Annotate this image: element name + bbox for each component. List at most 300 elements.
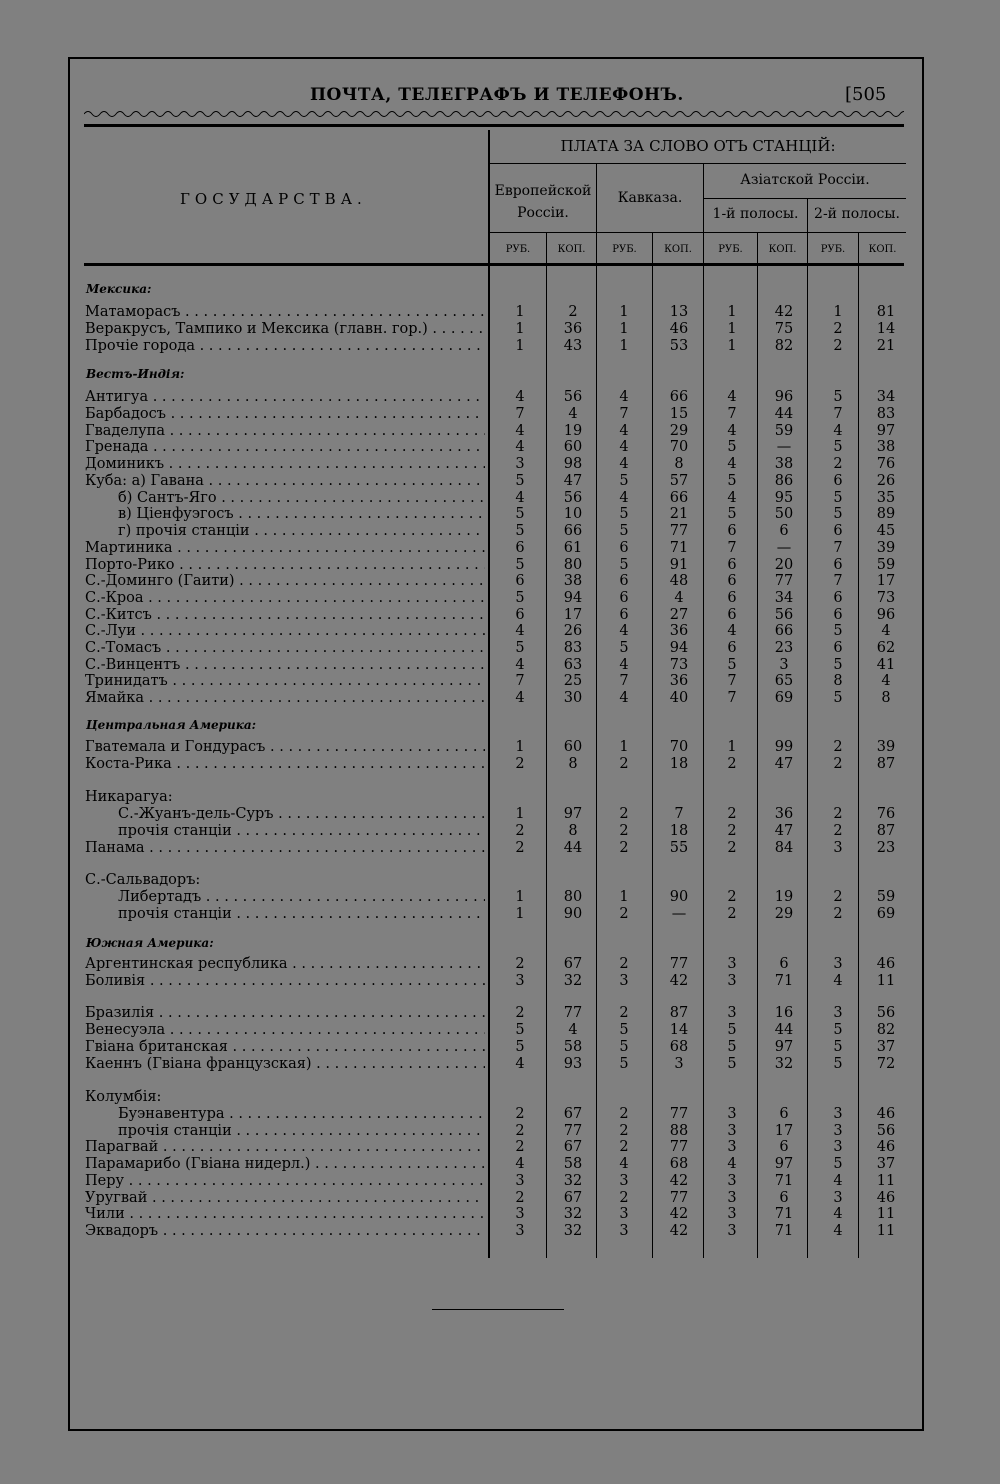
kop-value: 42 [669,1206,689,1222]
rub-value: 6 [833,473,843,489]
rub-value: 5 [727,1056,737,1072]
kop-value: 39 [876,739,896,755]
rub-value: 2 [619,840,629,856]
rub-value: 2 [515,1139,525,1155]
state-name: в) Ціенфуэгосъ . . . [118,506,485,522]
state-name: Чили . . . [85,1206,485,1222]
kop-value: 62 [876,640,896,656]
kop-value: 38 [876,439,896,455]
kop-value: 18 [669,756,689,772]
kop-value: 10 [563,506,583,522]
kop-value: 46 [669,321,689,337]
state-name: г) прочія станціи . . . [118,523,485,539]
kop-value: 82 [876,1022,896,1038]
kop-value: 41 [876,657,896,673]
kop-value: 37 [876,1156,896,1172]
rub-value: 5 [619,640,629,656]
table-row [0,739,1000,755]
kop-value: 36 [669,673,689,689]
kop-value: 27 [669,607,689,623]
rub-value: 3 [727,1139,737,1155]
rub-value: 5 [619,473,629,489]
kop-value: 11 [876,973,896,989]
rub-value: 5 [833,657,843,673]
kop-value: 91 [669,557,689,573]
table-row [0,1089,1000,1105]
kop-value: 68 [669,1156,689,1172]
rub-value: 2 [619,756,629,772]
kop-value: 4 [881,673,891,689]
kop-value: 97 [563,806,583,822]
rub-value: 5 [619,1056,629,1072]
rub-value: 4 [515,389,525,405]
rub-value: 6 [515,573,525,589]
kop-value: 46 [876,1139,896,1155]
table-row [0,1156,1000,1172]
rub-value: 3 [833,1139,843,1155]
state-name: Никарагуа: [85,789,173,805]
rub-value: 2 [619,1123,629,1139]
wavy-divider [84,108,904,120]
rub-value: 2 [833,806,843,822]
rub-value: 3 [515,1223,525,1239]
state-name: Веракрусъ, Тампико и Мексика (главн. гор.) . . . [85,321,485,337]
rub-value: 2 [833,823,843,839]
kop-value: 97 [774,1156,794,1172]
kop-value: 47 [563,473,583,489]
table-row [0,423,1000,439]
rub-value: 4 [515,439,525,455]
table-row [0,506,1000,522]
rub-value: 1 [833,304,843,320]
kop-value: 46 [876,1190,896,1206]
rub-value: 3 [727,1206,737,1222]
rub-value: 4 [727,389,737,405]
table-row [0,956,1000,972]
rub-value: 2 [833,889,843,905]
kop-value: 53 [669,338,689,354]
rub-value: 2 [619,1106,629,1122]
kop-value: 23 [774,640,794,656]
kop-header: КОП. [664,244,692,255]
kop-value: 6 [779,1139,789,1155]
kop-value: 6 [779,1106,789,1122]
kop-value: 4 [568,406,578,422]
rub-value: 3 [619,1206,629,1222]
kop-value: 77 [669,523,689,539]
kop-value: 94 [669,640,689,656]
rub-value: 6 [727,590,737,606]
kop-value: 3 [779,657,789,673]
rub-value: 5 [833,490,843,506]
rub-value: 5 [619,557,629,573]
rub-value: 3 [619,1223,629,1239]
kop-value: 59 [876,889,896,905]
kop-value: 82 [774,338,794,354]
table-row [0,889,1000,905]
kop-value: 80 [563,889,583,905]
kop-value: 77 [669,1190,689,1206]
kop-value: 32 [563,1173,583,1189]
rub-value: 4 [833,1173,843,1189]
kop-value: 59 [774,423,794,439]
kop-header: КОП. [868,244,897,255]
page-title: ПОЧТА, ТЕЛЕГРАФЪ И ТЕЛЕФОНЪ. [310,85,684,105]
kop-value: 97 [774,1039,794,1055]
rub-value: 7 [727,540,737,556]
kop-value: 34 [876,389,896,405]
kop-value: 11 [876,1173,896,1189]
kop-value: 67 [563,1139,583,1155]
rub-value: 2 [833,456,843,472]
rub-value: 4 [515,423,525,439]
kop-value: 87 [876,823,896,839]
state-name: Порто-Рико . . . [85,557,485,573]
state-name: Бразилія . . . [85,1005,485,1021]
rub-value: 5 [833,439,843,455]
kop-value: 44 [774,406,794,422]
rub-value: 3 [727,973,737,989]
rub-value: 5 [515,506,525,522]
rub-value: 4 [619,423,629,439]
kop-value: 32 [563,1223,583,1239]
kop-value: 8 [568,823,578,839]
rub-value: 2 [619,1139,629,1155]
table-row [0,557,1000,573]
table-row [0,840,1000,856]
rub-value: 3 [833,1005,843,1021]
state-name: Матаморасъ . . . [85,304,485,320]
kop-value: 50 [774,506,794,522]
kop-value: 26 [563,623,583,639]
rub-value: 7 [833,406,843,422]
kop-value: 90 [669,889,689,905]
table-row [0,473,1000,489]
rub-value: 6 [619,607,629,623]
kop-value: 63 [563,657,583,673]
table-row [0,640,1000,656]
state-name: С.-Сальвадоръ: [85,872,201,888]
state-name: Прочіе города . . . [85,338,485,354]
section-central-america: Центральная Америка: [86,718,257,732]
rub-value: 2 [727,756,737,772]
rub-value: 2 [727,840,737,856]
kop-value: 73 [669,657,689,673]
kop-value: 71 [774,1223,794,1239]
rub-value: 3 [833,840,843,856]
state-name: прочія станціи . . . [118,906,485,922]
table-row [0,657,1000,673]
state-name: Колумбія: [85,1089,162,1105]
rub-value: 4 [515,1156,525,1172]
kop-value: 6 [779,1190,789,1206]
kop-value: — [776,439,792,455]
kop-value: 7 [674,806,684,822]
kop-value: 75 [774,321,794,337]
kop-value: 19 [563,423,583,439]
rub-value: 4 [619,456,629,472]
kop-value: 37 [876,1039,896,1055]
state-name: Венесуэла . . . [85,1022,485,1038]
rub-value: 2 [515,823,525,839]
kop-value: 71 [774,1206,794,1222]
rub-value: 4 [727,423,737,439]
kop-value: 47 [774,823,794,839]
kop-value: 42 [669,1223,689,1239]
table-row [0,590,1000,606]
rub-value: 2 [619,806,629,822]
state-name: Коста-Рика . . . [85,756,485,772]
kop-value: 17 [563,607,583,623]
state-name: Каеннъ (Гвіана французская) . . . [85,1056,485,1072]
state-name: Гватемала и Гондурасъ . . . [85,739,485,755]
kop-value: 56 [876,1123,896,1139]
rub-value: 6 [833,640,843,656]
state-name: Гваделупа . . . [85,423,485,439]
kop-value: 14 [876,321,896,337]
state-name: Буэнавентура . . . [118,1106,485,1122]
rub-value: 4 [515,490,525,506]
kop-value: 77 [563,1005,583,1021]
rub-value: 5 [833,506,843,522]
kop-value: 67 [563,956,583,972]
rub-value: 5 [515,1039,525,1055]
kop-value: 95 [774,490,794,506]
states-header: ГОСУДАРСТВА. [180,190,367,208]
rub-value: 3 [515,456,525,472]
kop-value: 69 [774,690,794,706]
rub-value: 2 [619,1005,629,1021]
rub-value: 5 [727,473,737,489]
kop-value: 21 [669,506,689,522]
rub-value: 2 [727,823,737,839]
kop-value: 4 [568,1022,578,1038]
table-row [0,1173,1000,1189]
kop-header: КОП. [768,244,797,255]
kop-value: 32 [563,973,583,989]
state-name: Тринидатъ . . . [85,673,485,689]
rub-value: 4 [619,439,629,455]
kop-value: 56 [876,1005,896,1021]
kop-value: 42 [669,1173,689,1189]
kop-value: 8 [881,690,891,706]
rub-value: 4 [833,423,843,439]
rub-value: 5 [619,1022,629,1038]
state-name: С.-Томасъ . . . [85,640,485,656]
rub-value: 6 [833,523,843,539]
rub-value: 7 [727,690,737,706]
rub-value: 4 [619,690,629,706]
rub-value: 2 [833,739,843,755]
rub-value: 4 [515,1056,525,1072]
rub-value: 5 [619,523,629,539]
kop-value: 70 [669,739,689,755]
state-name: С.-Жуанъ-дель-Суръ . . . [118,806,485,822]
header-rule [84,124,904,127]
kop-value: 71 [774,1173,794,1189]
kop-value: 2 [568,304,578,320]
rub-value: 6 [727,557,737,573]
kop-value: 46 [876,1106,896,1122]
kop-value: 47 [774,756,794,772]
table-row [0,439,1000,455]
section-west-indies: Вестъ-Индія: [86,367,185,381]
table-row [0,1206,1000,1222]
state-name: Уругвай . . . [85,1190,485,1206]
kop-value: 42 [774,304,794,320]
kop-value: 94 [563,590,583,606]
kop-value: 71 [669,540,689,556]
kop-value: 29 [669,423,689,439]
kop-value: 96 [774,389,794,405]
table-row [0,872,1000,888]
fee-header: ПЛАТА ЗА СЛОВО ОТЪ СТАНЦІЙ: [560,137,836,155]
kop-value: 8 [674,456,684,472]
kop-value: 38 [563,573,583,589]
kop-value: 66 [774,623,794,639]
rub-value: 6 [833,607,843,623]
rub-value: 1 [727,321,737,337]
rub-value: 7 [727,406,737,422]
kop-value: 36 [669,623,689,639]
rub-value: 1 [619,889,629,905]
rub-value: 6 [619,590,629,606]
kop-value: 56 [563,490,583,506]
kop-value: 67 [563,1190,583,1206]
rub-value: 1 [515,739,525,755]
kop-value: 11 [876,1206,896,1222]
rub-value: 6 [619,573,629,589]
kop-value: 45 [876,523,896,539]
rub-value: 1 [619,338,629,354]
rub-value: 5 [833,690,843,706]
rub-value: 4 [515,623,525,639]
table-row [0,973,1000,989]
kop-value: 46 [876,956,896,972]
table-row [0,756,1000,772]
kop-value: 83 [876,406,896,422]
state-name: Парамарибо (Гвіана нидерл.) . . . [85,1156,485,1172]
rub-value: 8 [833,673,843,689]
table-row [0,789,1000,805]
kop-value: 86 [774,473,794,489]
rub-value: 2 [727,906,737,922]
rub-value: 5 [833,623,843,639]
rub-value: 5 [727,506,737,522]
table-row [0,321,1000,337]
kop-value: 36 [774,806,794,822]
rub-value: 2 [619,906,629,922]
section-south-america: Южная Америка: [86,936,214,950]
table-row [0,906,1000,922]
rub-value: 7 [619,406,629,422]
rub-value: 1 [619,304,629,320]
table-row [0,523,1000,539]
rub-value: 4 [727,456,737,472]
rub-value: 3 [515,973,525,989]
kop-value: 99 [774,739,794,755]
kop-value: 88 [669,1123,689,1139]
asian-russia-header: Азіатской Россіи. [740,172,870,188]
rub-value: 5 [833,1039,843,1055]
table-row [0,607,1000,623]
rub-value: 5 [515,590,525,606]
rub-value: 4 [727,623,737,639]
kop-value: 21 [876,338,896,354]
kop-value: 60 [563,439,583,455]
rub-value: 3 [833,1106,843,1122]
state-name: Аргентинская республика . . . [85,956,485,972]
rub-value: 3 [619,973,629,989]
table-row [0,304,1000,320]
zone2-header: 2-й полосы. [814,206,900,222]
rub-value: 5 [727,657,737,673]
kop-header: КОП. [557,244,586,255]
kop-value: 66 [669,389,689,405]
kop-value: 73 [876,590,896,606]
rub-value: 7 [833,540,843,556]
rub-value: 6 [833,557,843,573]
kop-value: 71 [774,973,794,989]
kop-value: 44 [774,1022,794,1038]
state-name: С.-Кроа . . . [85,590,485,606]
rub-value: 4 [619,389,629,405]
rub-header: РУБ. [612,244,637,255]
rub-value: 2 [833,321,843,337]
state-name: Ямайка . . . [85,690,485,706]
rub-value: 1 [619,321,629,337]
kop-value: 56 [563,389,583,405]
rub-value: 6 [727,607,737,623]
kop-value: 76 [876,806,896,822]
rub-value: 2 [833,906,843,922]
kop-value: 55 [669,840,689,856]
kop-value: 76 [876,456,896,472]
kop-value: 39 [876,540,896,556]
kop-value: 61 [563,540,583,556]
table-row [0,456,1000,472]
rub-value: 5 [515,523,525,539]
table-row [0,673,1000,689]
table-row [0,1139,1000,1155]
kop-value: 97 [876,423,896,439]
kop-value: 8 [568,756,578,772]
rub-value: 5 [727,439,737,455]
table-row [0,540,1000,556]
table-row [0,389,1000,405]
rub-value: 7 [619,673,629,689]
kop-value: 6 [779,956,789,972]
kop-value: 83 [563,640,583,656]
rub-value: 6 [515,540,525,556]
kop-value: 43 [563,338,583,354]
kop-value: 98 [563,456,583,472]
rub-value: 1 [515,321,525,337]
kop-value: 13 [669,304,689,320]
table-row [0,1005,1000,1021]
rub-value: 3 [833,1123,843,1139]
kop-value: 38 [774,456,794,472]
rub-value: 3 [727,1005,737,1021]
state-name: Перу . . . [85,1173,485,1189]
rub-value: 2 [515,1106,525,1122]
rub-value: 5 [833,1022,843,1038]
rub-value: 5 [727,1022,737,1038]
rub-header: РУБ. [505,244,531,255]
rub-value: 6 [515,607,525,623]
rub-value: 3 [727,956,737,972]
rub-value: 4 [515,690,525,706]
